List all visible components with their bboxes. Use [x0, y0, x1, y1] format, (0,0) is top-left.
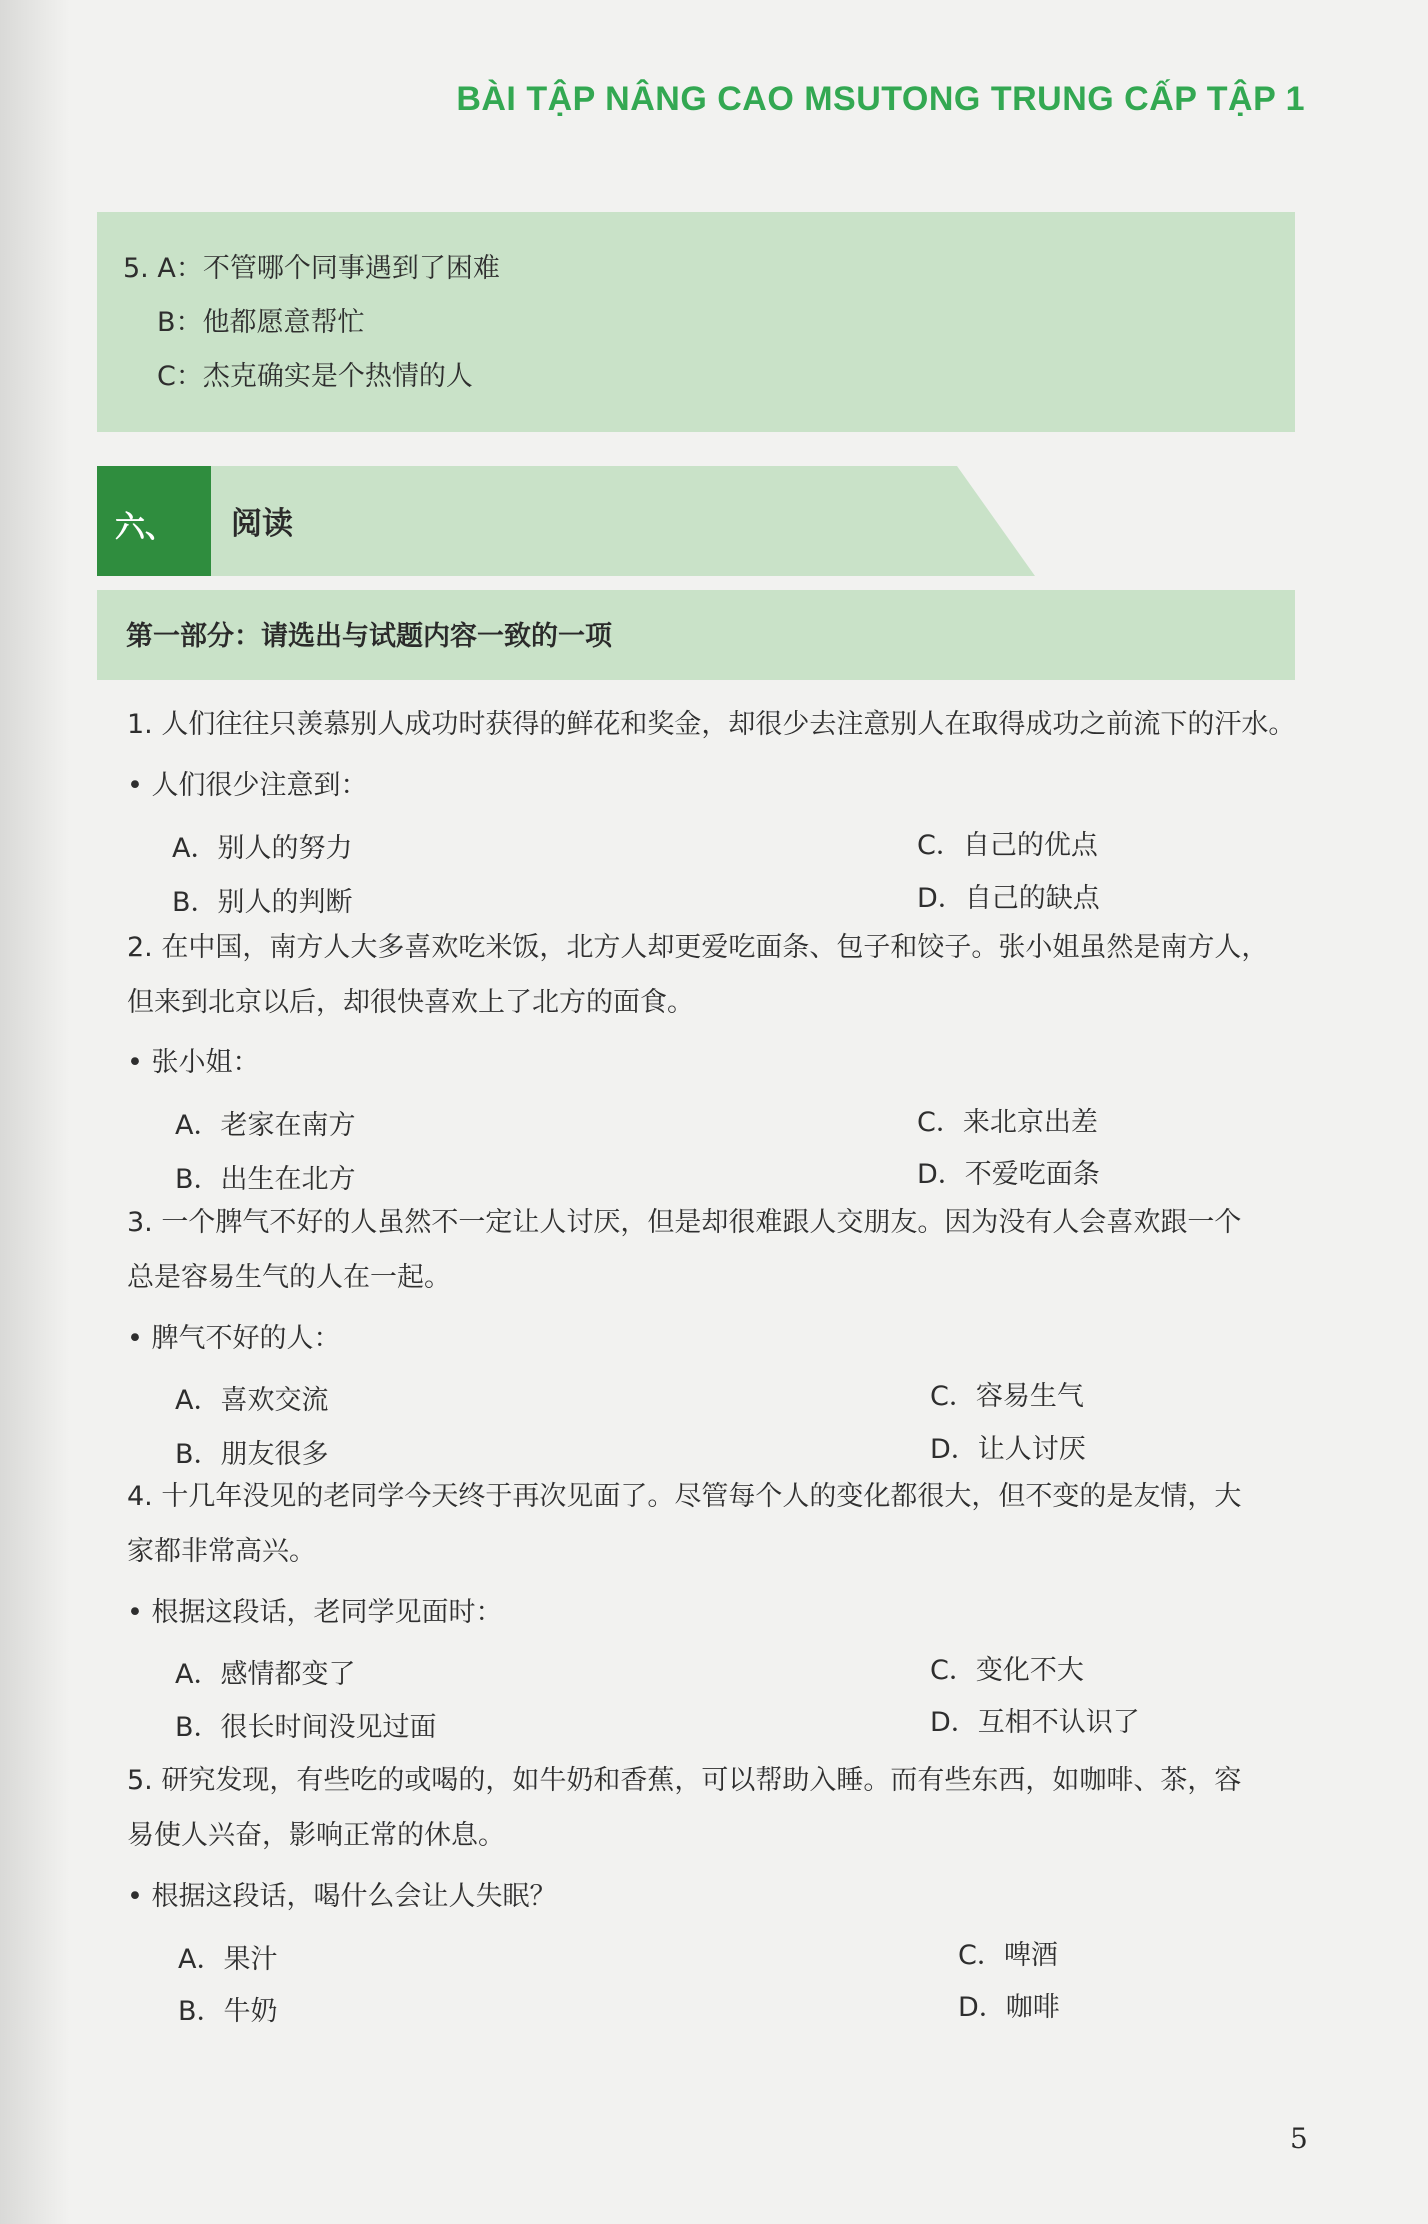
question-4-line-2: 家都非常高兴。	[127, 1536, 316, 1567]
question-3-option-b: B．朋友很多	[175, 1439, 329, 1470]
part-instruction-bar	[97, 590, 1295, 680]
question-1-line-1: 1. 人们往往只羡慕别人成功时获得的鲜花和奖金，却很少去注意别人在取得成功之前流下的汗水。	[127, 709, 1296, 740]
question-5-option-d: D．咖啡	[958, 1992, 1060, 2023]
question-4-prompt: • 根据这段话，老同学见面时：	[127, 1597, 503, 1628]
section-number: 六、	[115, 510, 175, 545]
question-2-prompt: • 张小姐：	[127, 1047, 260, 1078]
question-1-option-a: A．别人的努力	[172, 833, 353, 864]
question-5-line-2: 易使人兴奋，影响正常的休息。	[127, 1820, 505, 1851]
question-5-text	[127, 1753, 1307, 1863]
question-5-line-1: 5. 研究发现，有些吃的或喝的，如牛奶和香蕉，可以帮助入睡。而有些东西，如咖啡、茶，容	[127, 1765, 1242, 1796]
question-5-option-b: B．牛奶	[178, 1996, 278, 2027]
question-1-option-d: D．自己的缺点	[917, 883, 1100, 914]
question-2-option-b: B．出生在北方	[175, 1164, 356, 1195]
question-1-text	[127, 697, 1307, 752]
question-4-option-b: B．很长时间没见过面	[175, 1712, 437, 1743]
dialogue-line-a: 5. A：不管哪个同事遇到了困难	[123, 253, 500, 284]
page-binding-shadow	[0, 0, 70, 2224]
question-3-line-1: 3. 一个脾气不好的人虽然不一定让人讨厌，但是却很难跟人交朋友。因为没有人会喜欢跟一个	[127, 1207, 1242, 1238]
dialogue-line-b: B：他都愿意帮忙	[157, 307, 365, 338]
question-2-line-2: 但来到北京以后，却很快喜欢上了北方的面食。	[127, 987, 694, 1018]
question-2-text	[127, 920, 1307, 1030]
running-header: BÀI TẬP NÂNG CAO MSUTONG TRUNG CẤP TẬP 1	[456, 80, 1305, 118]
question-5-option-c: C．啤酒	[958, 1940, 1058, 1971]
dialogue-line-c: C：杰克确实是个热情的人	[157, 361, 473, 392]
question-3-prompt: • 脾气不好的人：	[127, 1323, 341, 1354]
question-2-option-d: D．不爱吃面条	[917, 1159, 1100, 1190]
question-1-option-c: C．自己的优点	[917, 830, 1098, 861]
section-title: 阅读	[231, 506, 293, 542]
question-1-option-b: B．别人的判断	[172, 887, 353, 918]
dialogue-box	[97, 212, 1295, 432]
question-3-option-a: A．喜欢交流	[175, 1385, 329, 1416]
question-4-option-a: A．感情都变了	[175, 1659, 356, 1690]
question-3-option-d: D．让人讨厌	[930, 1434, 1086, 1465]
part-instruction: 第一部分：请选出与试题内容一致的一项	[126, 621, 612, 652]
question-2-option-c: C．来北京出差	[917, 1107, 1098, 1138]
question-3-option-c: C．容易生气	[930, 1381, 1084, 1412]
question-1-prompt: • 人们很少注意到：	[127, 770, 368, 801]
question-3-text	[127, 1195, 1307, 1305]
question-4-option-d: D．互相不认识了	[930, 1707, 1140, 1738]
question-4-line-1: 4. 十几年没见的老同学今天终于再次见面了。尽管每个人的变化都很大，但不变的是友情，大	[127, 1481, 1242, 1512]
question-3-line-2: 总是容易生气的人在一起。	[127, 1262, 451, 1293]
question-2-line-1: 2. 在中国，南方人大多喜欢吃米饭，北方人却更爱吃面条、包子和饺子。张小姐虽然是南方人，	[127, 932, 1269, 963]
section-header	[97, 466, 1035, 576]
question-2-option-a: A．老家在南方	[175, 1110, 356, 1141]
page-number: 5	[1290, 2122, 1308, 2155]
question-5-option-a: A．果汁	[178, 1944, 278, 1975]
question-4-text	[127, 1469, 1307, 1579]
question-4-option-c: C．变化不大	[930, 1655, 1084, 1686]
question-5-prompt: • 根据这段话，喝什么会让人失眠？	[127, 1881, 557, 1912]
